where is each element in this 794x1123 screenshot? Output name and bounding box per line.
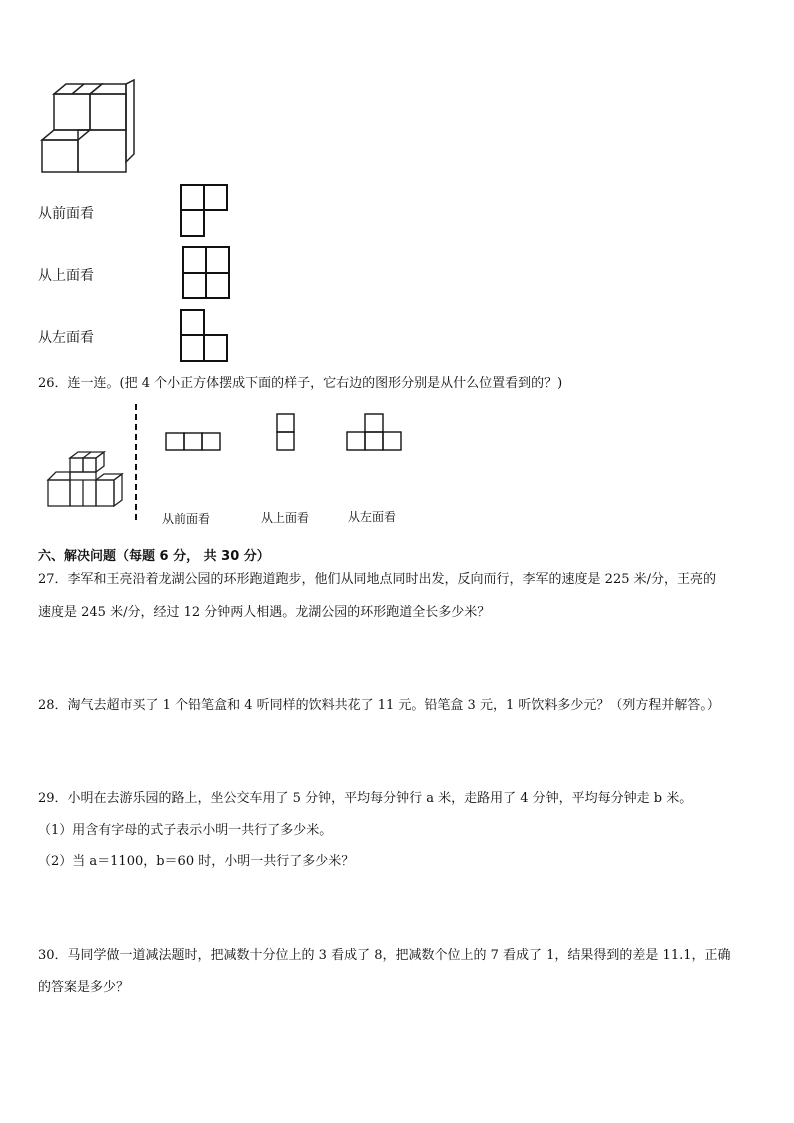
question-29-sub-1: （1）用含有字母的式子表示小明一共行了多少米。 bbox=[38, 823, 333, 838]
view-label-left: 从左面看 bbox=[38, 330, 94, 346]
question-30-line-2: 的答案是多少？ bbox=[38, 980, 130, 995]
question-26-text: 26．连一连。(把 4 个小正方体摆成下面的样子，它右边的图形分别是从什么位置看到的？) bbox=[38, 376, 563, 391]
view-label-top: 从上面看 bbox=[38, 268, 94, 284]
q26-label-left: 从左面看 bbox=[348, 510, 397, 524]
question-29-text: 29．小明在去游乐园的路上，坐公交车用了 5 分钟，平均每分钟行 a 米，走路用了 4 分钟，平均每分钟走 b 米。 bbox=[38, 791, 693, 806]
q26-label-top: 从上面看 bbox=[261, 511, 310, 525]
q26-label-front: 从前面看 bbox=[162, 512, 211, 526]
question-30-line-1: 30．马同学做一道减法题时，把减数十分位上的 3 看成了 8，把减数个位上的 7 看成了 1，结果得到的差是 11.1，正确 bbox=[38, 948, 731, 963]
view-label-front: 从前面看 bbox=[38, 206, 94, 222]
section-6-heading: 六、解决问题（每题 6 分， 共 30 分） bbox=[38, 549, 270, 564]
question-27-line-2: 速度是 245 米/分，经过 12 分钟两人相遇。龙湖公园的环形跑道全长多少米？ bbox=[38, 605, 491, 620]
top-view-shape bbox=[182, 246, 230, 300]
q26-view-shape-3 bbox=[346, 413, 402, 453]
left-view-shape bbox=[180, 309, 228, 363]
question-29-sub-2: （2）当 a＝1100，b＝60 时，小明一共行了多少米？ bbox=[38, 854, 355, 869]
question-27-line-1: 27．李军和王亮沿着龙湖公园的环形跑道跑步，他们从同地点同时出发，反向而行，李军的速度是 225 米/分，王亮的 bbox=[38, 572, 717, 587]
front-view-shape bbox=[180, 184, 228, 238]
cube-stack-figure-q25 bbox=[38, 82, 134, 174]
cube-stack-figure-q26 bbox=[46, 452, 124, 510]
q26-view-shape-2 bbox=[276, 413, 296, 453]
dashed-separator bbox=[134, 404, 138, 524]
q26-view-shape-1 bbox=[165, 432, 221, 452]
question-28-text: 28．淘气去超市买了 1 个铅笔盒和 4 听同样的饮料共花了 11 元。铅笔盒 3 元，1 听饮料多少元？（列方程并解答。） bbox=[38, 698, 720, 713]
